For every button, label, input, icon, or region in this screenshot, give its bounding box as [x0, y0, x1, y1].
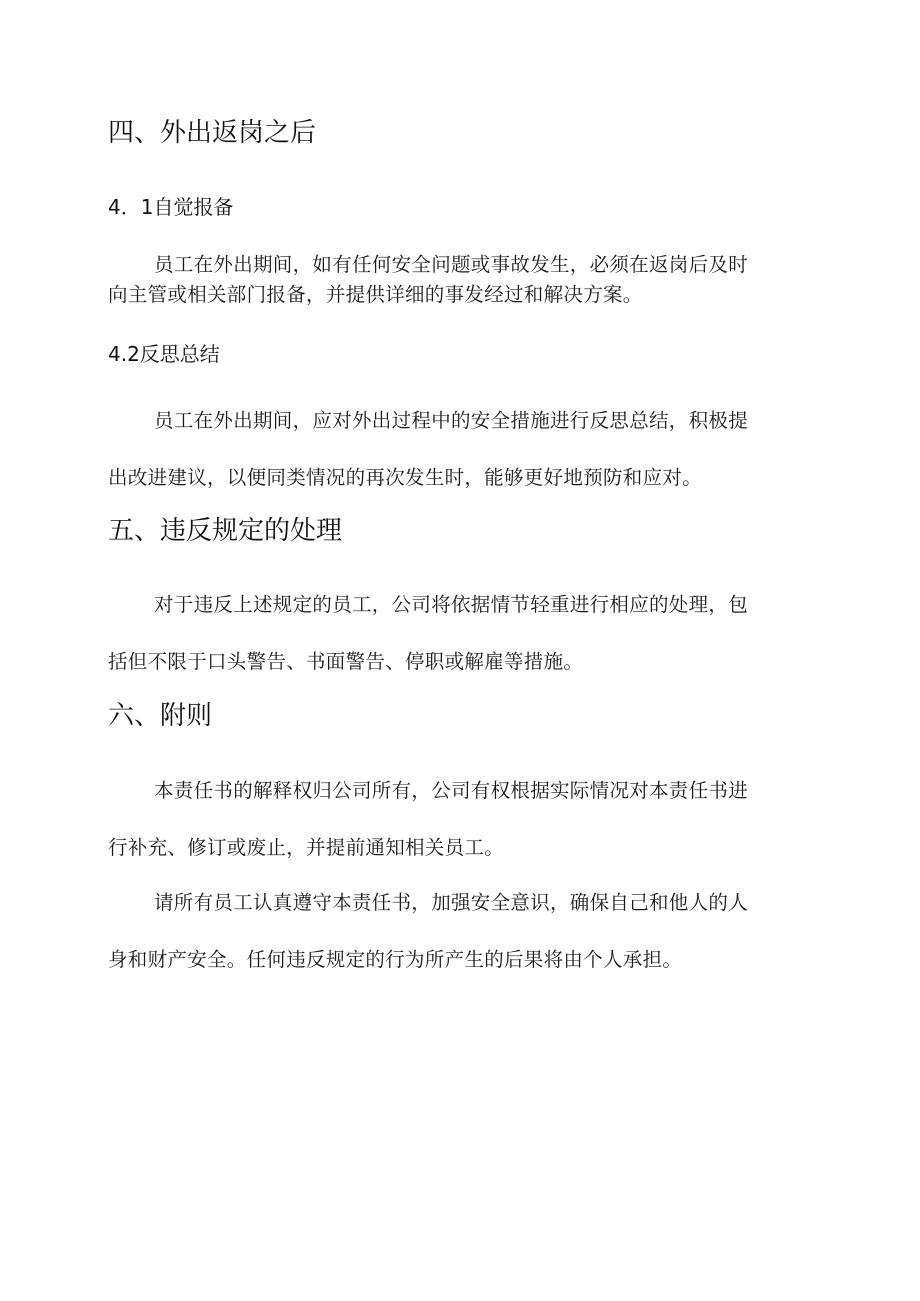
paragraph-line: 员工在外出期间，应对外出过程中的安全措施进行反思总结，积极提: [154, 409, 749, 432]
paragraph-line: 本责任书的解释权归公司所有，公司有权根据实际情况对本责任书进: [154, 779, 749, 802]
section-6-paragraph-2: [108, 874, 808, 988]
paragraph-line: 员工在外出期间，如有任何安全问题或事故发生，必须在返岗后及时: [154, 253, 749, 276]
paragraph-line: 身和财产安全。任何违反规定的行为所产生的后果将由个人承担。: [108, 948, 683, 971]
section-6-paragraph-1: [108, 762, 808, 876]
section-5-paragraph: [108, 576, 808, 690]
section-5-heading: 五、违反规定的处理: [108, 516, 343, 546]
subsection-4-2-heading: 4.2反思总结: [108, 342, 220, 366]
section-6-heading: 六、附则: [108, 701, 213, 731]
subsection-4-2-paragraph: [108, 392, 808, 506]
paragraph-line: 对于违反上述规定的员工，公司将依据情节轻重进行相应的处理，包: [154, 593, 749, 616]
subsection-4-1-heading: 4．1自觉报备: [108, 195, 234, 219]
paragraph-line: 括但不限于口头警告、书面警告、停职或解雇等措施。: [108, 650, 584, 673]
paragraph-line: 出改进建议，以便同类情况的再次发生时，能够更好地预防和应对。: [108, 466, 703, 489]
paragraph-line: 行补充、修订或废止，并提前通知相关员工。: [108, 836, 505, 859]
paragraph-line: 向主管或相关部门报备，并提供详细的事发经过和解决方案。: [108, 283, 643, 306]
paragraph-line: 请所有员工认真遵守本责任书，加强安全意识，确保自己和他人的人: [154, 891, 749, 914]
section-4-heading: 四、外出返岗之后: [108, 118, 317, 148]
subsection-4-1-paragraph: [108, 250, 808, 310]
